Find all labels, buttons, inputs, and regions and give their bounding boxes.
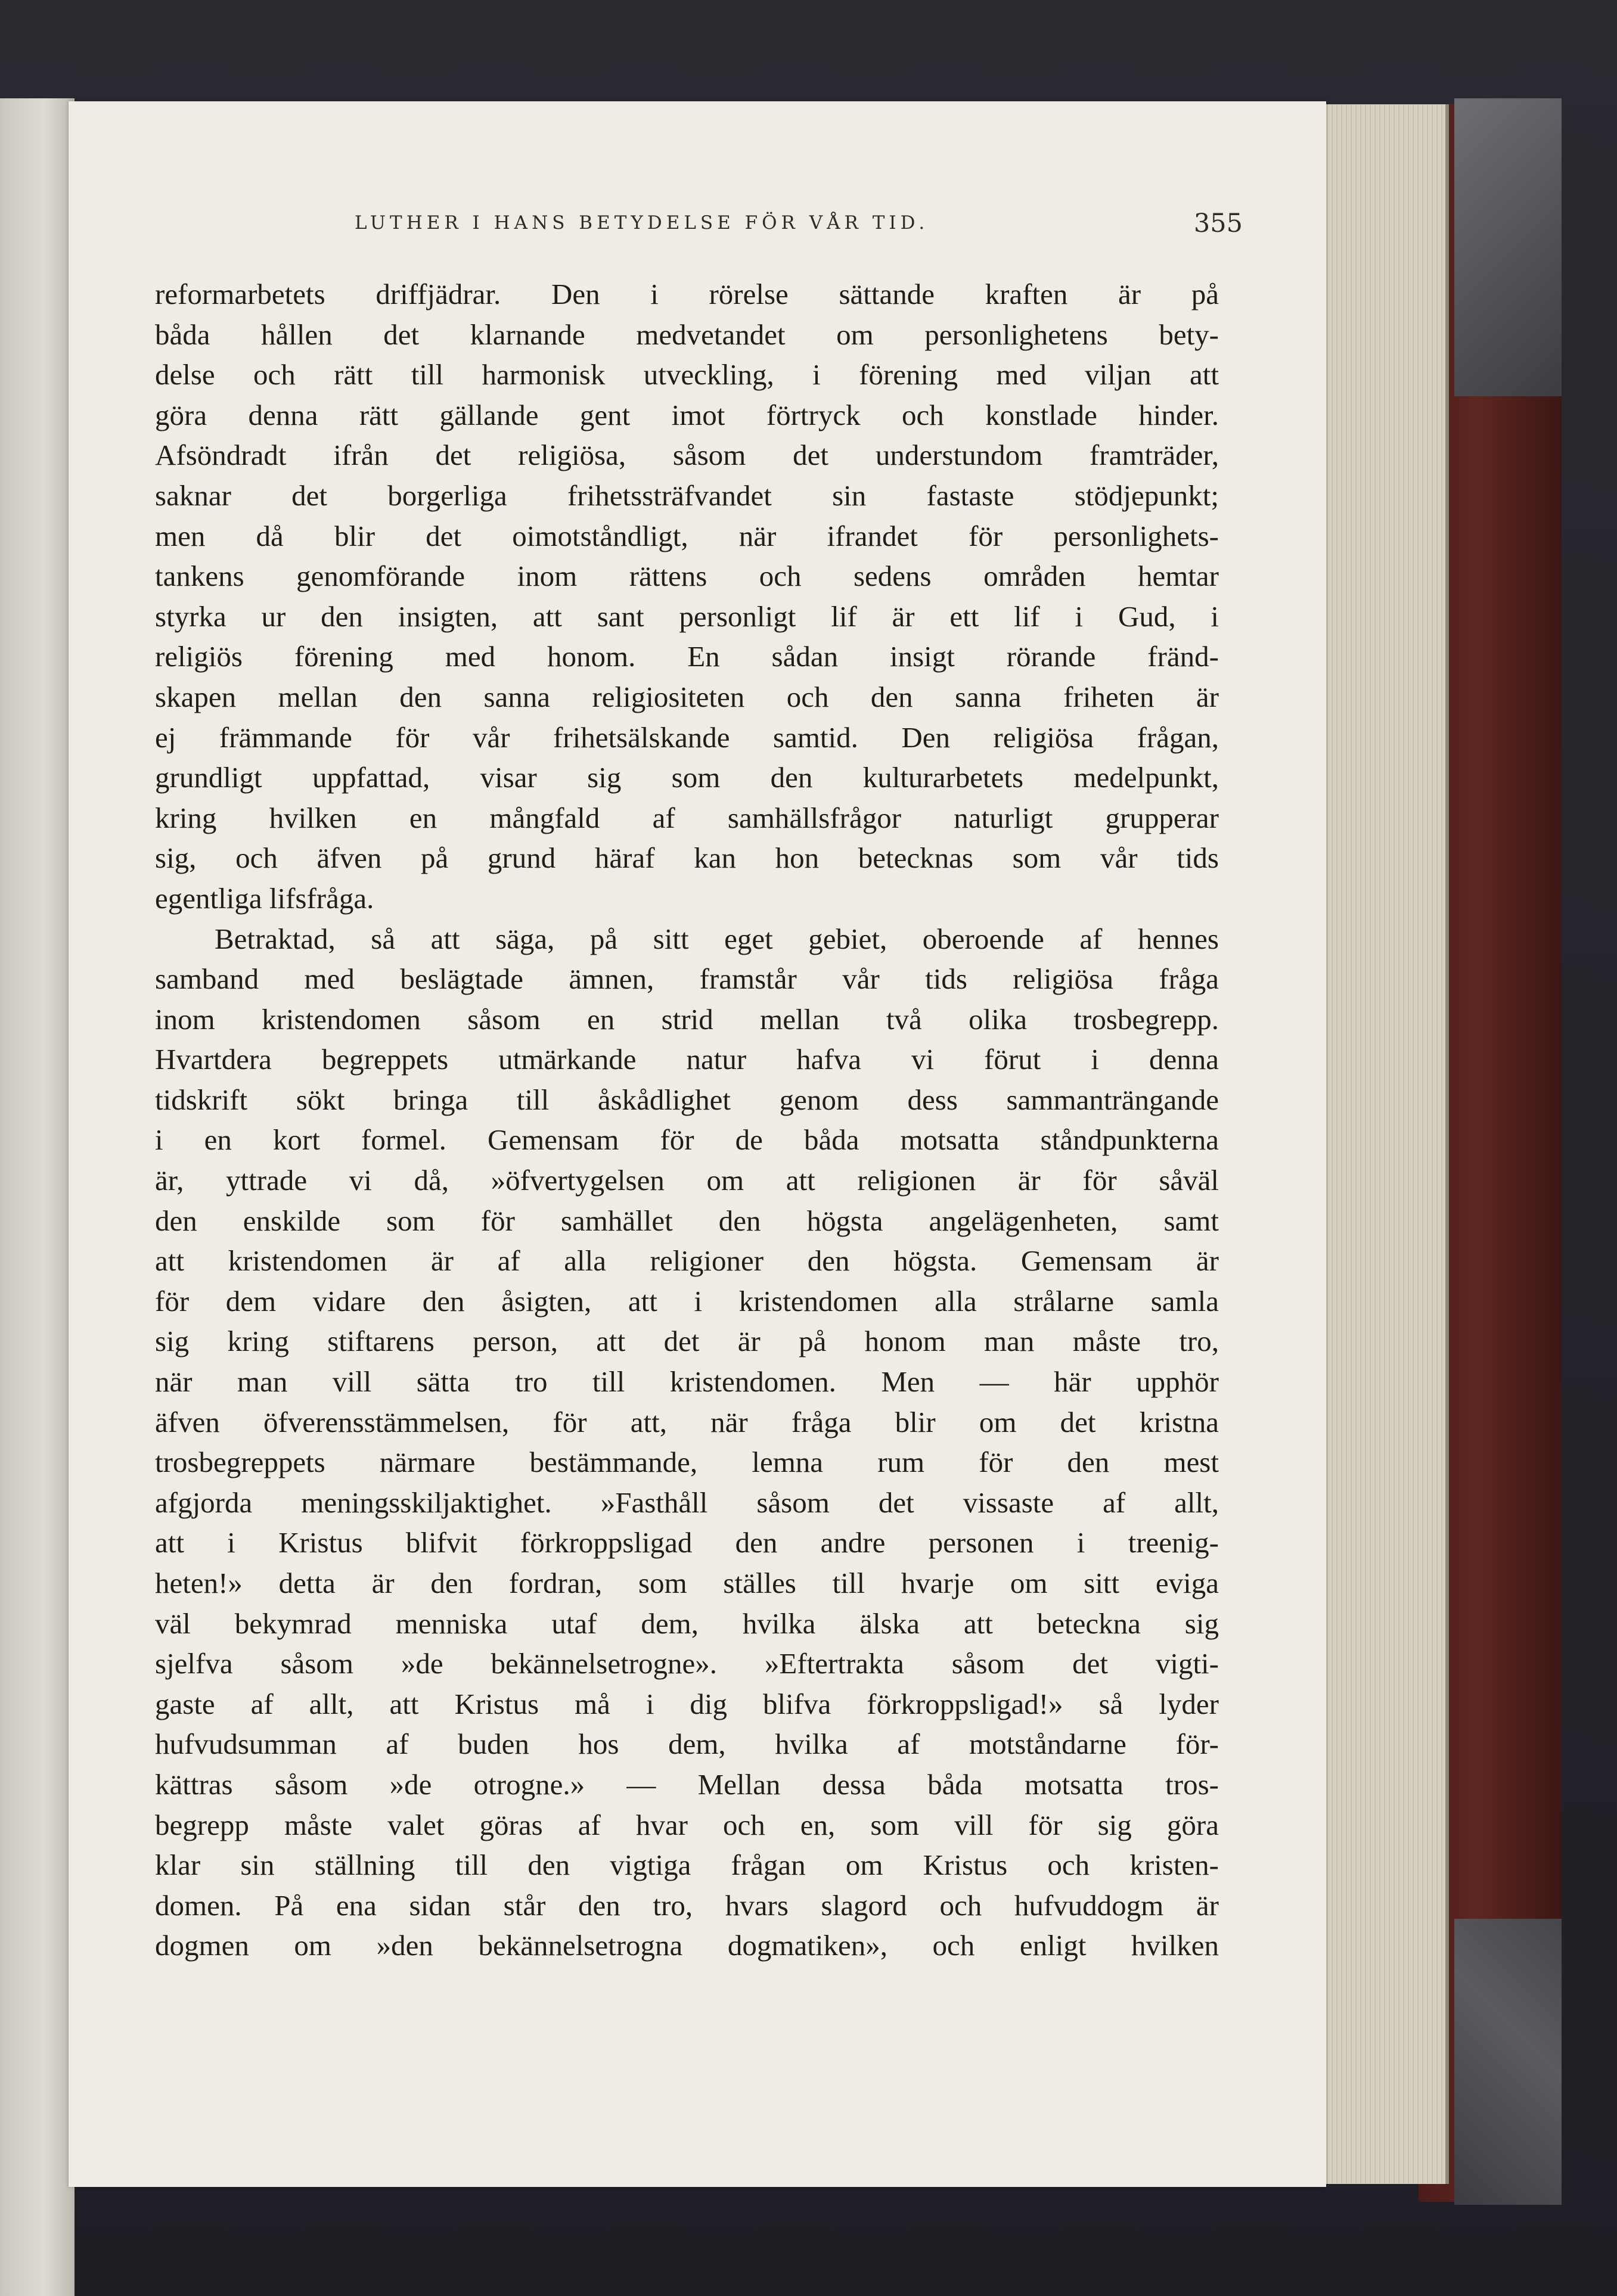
- text-line: Hvartdera begreppets utmärkande natur hafva vi förut i denna: [155, 1043, 1219, 1076]
- text-line: grundligt uppfattad, visar sig som den kulturarbetets medelpunkt,: [155, 761, 1219, 794]
- text-line: gaste af allt, att Kristus må i dig blifva förkroppsligad!» så lyder: [155, 1687, 1219, 1720]
- text-line: religiös förening med honom. En sådan insigt rörande fränd-: [155, 640, 1219, 673]
- text-line: båda hållen det klarnande medvetandet om personlighetens bety-: [155, 318, 1219, 351]
- text-line: Afsöndradt ifrån det religiösa, såsom det understundom framträder,: [155, 439, 1219, 472]
- text-line: ej främmande för vår frihetsälskande samtid. Den religiösa frågan,: [155, 720, 1219, 754]
- book-page: [69, 101, 1326, 2187]
- text-line: delse och rätt till harmonisk utveckling, i förening med viljan att: [155, 358, 1219, 392]
- text-line: för dem vidare den åsigten, att i kristendomen alla strålarne samla: [155, 1284, 1219, 1318]
- text-line: reformarbetets driffjädrar. Den i rörelse sättande kraften är på: [155, 278, 1219, 310]
- body-text: [155, 274, 1219, 1966]
- text-line: egentliga lifsfråga.: [155, 881, 374, 915]
- text-line: domen. På ena sidan står den tro, hvars slagord och hufvuddogm är: [155, 1888, 1219, 1922]
- page-edges: [1320, 104, 1449, 2184]
- left-page-edge: [0, 98, 75, 2296]
- text-line: kättras såsom »de otrogne.» — Mellan dessa båda motsatta tros-: [155, 1767, 1219, 1801]
- text-line: när man vill sätta tro till kristendomen. Men — här upphör: [155, 1365, 1219, 1399]
- text-line: afgjorda meningsskiljaktighet. »Fasthåll såsom det vissaste af allt,: [155, 1486, 1219, 1519]
- running-head: [69, 209, 1326, 248]
- text-line: tidskrift sökt bringa till åskådlighet genom dess sammanträngande: [155, 1083, 1219, 1116]
- text-line: sig, och äfven på grund häraf kan hon betecknas som vår tids: [155, 841, 1219, 875]
- text-line: väl bekymrad menniska utaf dem, hvilka älska att beteckna sig: [155, 1607, 1219, 1640]
- text-line: inom kristendomen såsom en strid mellan två olika trosbegrepp.: [155, 1002, 1219, 1036]
- text-line: Betraktad, så att säga, på sitt eget gebiet, oberoende af hennes: [215, 922, 1219, 955]
- text-line: samband med beslägtade ämnen, framstår vår tids religiösa fråga: [155, 962, 1219, 996]
- text-line: att i Kristus blifvit förkroppsligad den andre personen i treenig-: [155, 1526, 1219, 1559]
- text-line: är, yttrade vi då, »öfvertygelsen om att religionen är för såväl: [155, 1164, 1219, 1197]
- cover-corner-top: [1454, 98, 1562, 396]
- text-line: begrepp måste valet göras af hvar och en, som vill för sig göra: [155, 1808, 1219, 1841]
- text-line: hufvudsumman af buden hos dem, hvilka af motståndarne för-: [155, 1728, 1219, 1761]
- text-line: dogmen om »den bekännelsetrogna dogmatiken», och enligt hvilken: [155, 1929, 1219, 1962]
- text-line: styrka ur den insigten, att sant personligt lif är ett lif i Gud, i: [155, 599, 1219, 633]
- text-line: saknar det borgerliga frihetssträfvandet sin fastaste stödjepunkt;: [155, 479, 1219, 512]
- text-line: tankens genomförande inom rättens och sedens områden hemtar: [155, 560, 1219, 593]
- text-line: sjelfva såsom »de bekännelsetrogne». »Eftertrakta såsom det vigti-: [155, 1647, 1219, 1680]
- text-line: kring hvilken en mångfald af samhällsfrågor naturligt grupperar: [155, 801, 1219, 834]
- text-line: sig kring stiftarens person, att det är på honom man måste tro,: [155, 1325, 1219, 1358]
- text-line: heten!» detta är den fordran, som ställes till hvarje om sitt eviga: [155, 1567, 1219, 1599]
- text-line: skapen mellan den sanna religiositeten och den sanna friheten är: [155, 680, 1219, 713]
- text-line: i en kort formel. Gemensam för de båda motsatta ståndpunkterna: [155, 1123, 1219, 1157]
- running-head-title: LUTHER I HANS BETYDELSE FÖR VÅR TID.: [355, 212, 929, 234]
- cover-corner-bottom: [1454, 1919, 1562, 2205]
- page-number: 355: [1193, 209, 1243, 238]
- text-line: göra denna rätt gällande gent imot förtryck och konstlade hinder.: [155, 398, 1219, 431]
- text-line: men då blir det oimotståndligt, när ifrandet för personlighets-: [155, 519, 1219, 552]
- text-line: den enskilde som för samhället den högsta angelägenheten, samt: [155, 1204, 1219, 1237]
- text-line: äfven öfverensstämmelsen, för att, när fråga blir om det kristna: [155, 1405, 1219, 1439]
- text-line: trosbegreppets närmare bestämmande, lemna rum för den mest: [155, 1446, 1219, 1479]
- text-line: klar sin ställning till den vigtiga frågan om Kristus och kristen-: [155, 1848, 1219, 1882]
- text-line: att kristendomen är af alla religioner den högsta. Gemensam är: [155, 1244, 1219, 1278]
